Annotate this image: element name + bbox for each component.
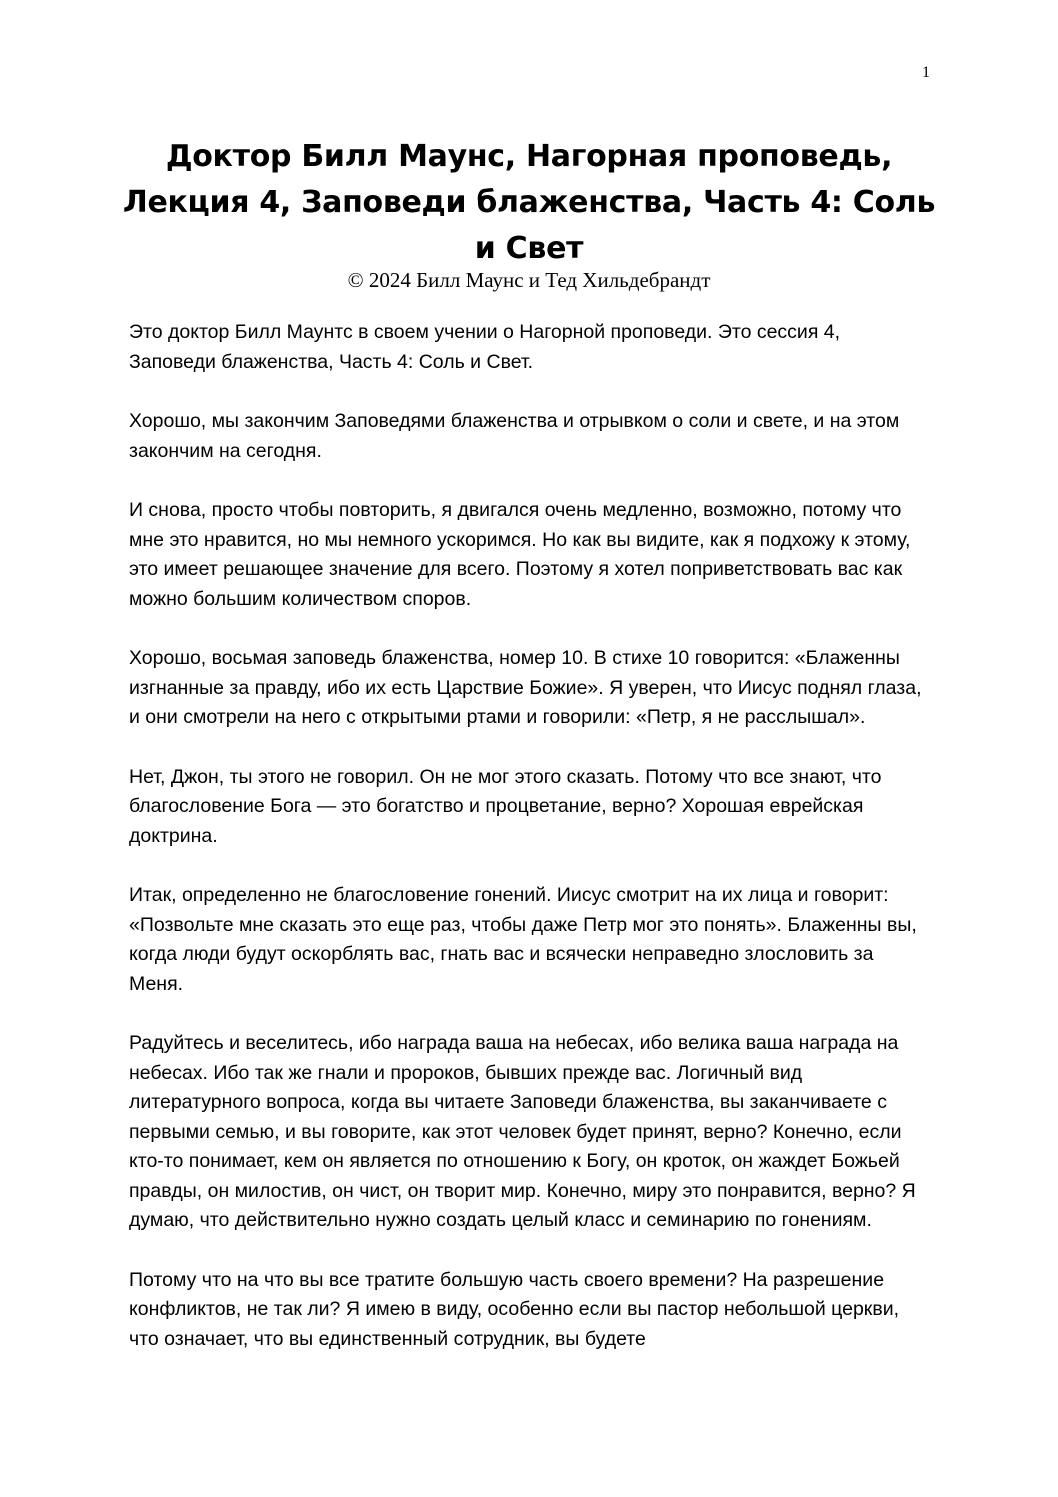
paragraph: Хорошо, мы закончим Заповедями блаженства и отрывком о соли и свете, и на этом закончим на сегодня. [129,410,900,462]
copyright-line: © 2024 Билл Маунс и Тед Хильдебрандт [347,268,711,292]
document-title: Доктор Билл Маунс, Нагорная проповедь, Лекция 4, Заповеди блаженства, Часть 4: Соль и Свет [122,139,936,266]
paragraph: Это доктор Билл Маунтс в своем учении о Нагорной проповеди. Это сессия 4, Заповеди блаженства, Часть 4: Соль и Свет. [129,321,841,373]
paragraph: Хорошо, восьмая заповедь блаженства, номер 10. В стихе 10 говорится: «Блаженны изгнанные за правду, ибо их есть Царствие Божие». Я уверен, что Иисус поднял глаза, и они смотрели на него с открытыми ртами и говорили: «Петр, я не расслышал». [129,647,922,728]
document-body [129,318,929,1384]
paragraph: Радуйтесь и веселитесь, ибо награда ваша на небесах, ибо велика ваша награда на небесах. Ибо так же гнали и пророков, бывших прежде вас. Логичный вид литературного вопроса, когда вы читаете Заповеди блаженства, вы заканчиваете с первыми семью, и вы говорите, как этот человек будет принят, верно? Конечно, если кто-то понимает, кем он является по отношению к Богу, он кроток, он жаждет Божьей правды, он милостив, он чист, он творит мир. Конечно, миру это понравится, верно? Я думаю, что действительно нужно создать целый класс и семинарию по гонениям. [129,1032,916,1231]
paragraph: Итак, определенно не благословение гонений. Иисус смотрит на их лица и говорит: «Позвольте мне сказать это еще раз, чтобы даже Петр мог это понять». Блаженны вы, когда люди будут оскорблять вас, гнать вас и всячески неправедно злословить за Меня. [129,884,917,995]
paragraph: Потому что на что вы все тратите большую часть своего времени? На разрешение конфликтов, не так ли? Я имею в виду, особенно если вы пастор небольшой церкви, что означает, что вы единственный сотрудник, вы будете [129,1268,900,1350]
page-number: 1 [922,64,930,81]
paragraph: И снова, просто чтобы повторить, я двигался очень медленно, возможно, потому что мне это нравится, но мы немного ускоримся. Но как вы видите, как я подхожу к этому, это имеет решающее значение для всего. Поэтому я хотел поприветствовать вас как можно большим количеством споров. [129,499,911,610]
paragraph: Нет, Джон, ты этого не говорил. Он не мог этого сказать. Потому что все знают, что благословение Бога — это богатство и процветание, верно? Хорошая еврейская доктрина. [129,765,882,847]
